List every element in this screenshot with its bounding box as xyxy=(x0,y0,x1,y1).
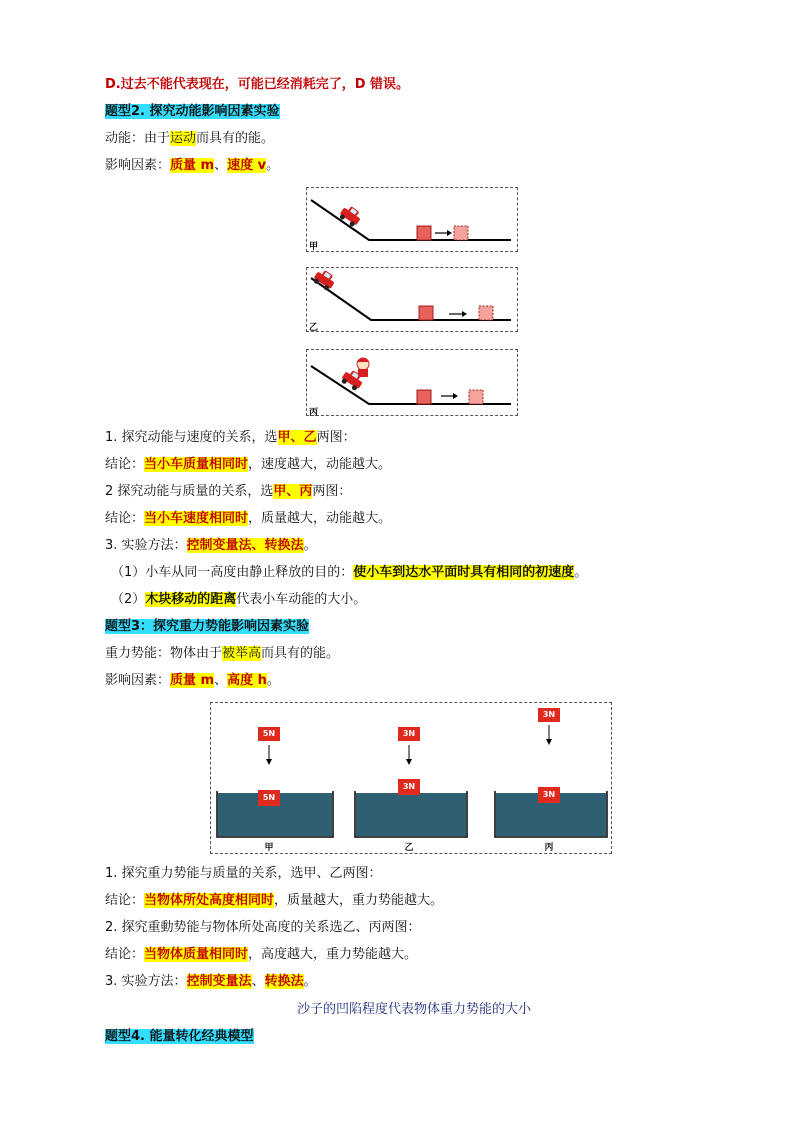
highlight-text: 被举高 xyxy=(222,646,262,661)
highlight-text: 甲、乙 xyxy=(277,430,317,445)
text: 、 xyxy=(251,974,265,989)
ramp-figure-bing xyxy=(306,349,518,416)
text: 。 xyxy=(266,158,280,173)
weight-label: 3N xyxy=(542,790,556,799)
sand-note: 沙子的凹陷程度代表物体重力势能的大小 xyxy=(297,1002,532,1017)
highlight-text: 运动 xyxy=(170,131,197,146)
kinetic-factors xyxy=(105,157,279,175)
section-prefix: 题型 xyxy=(105,619,132,634)
point-1 xyxy=(111,564,587,582)
text: 1. 探究动能与速度的关系，选 xyxy=(105,430,278,445)
ramp-diagram xyxy=(307,350,519,417)
section-title-3 xyxy=(105,618,309,636)
section-prefix: 题型 xyxy=(105,1029,132,1044)
highlight-text: 使小车到达水平面时具有相同的初速度 xyxy=(353,565,575,580)
text: 3. 实验方法： xyxy=(105,974,187,989)
section-title-text: 3：探究重力势能影响因素实验 xyxy=(131,619,310,634)
section-title-4 xyxy=(105,1028,254,1046)
section-title-text: 2. 探究动能影响因素实验 xyxy=(131,104,280,119)
text: 。 xyxy=(266,673,280,688)
ramp-diagram xyxy=(307,268,519,333)
text: （1）小车从同一高度由静止释放的目的： xyxy=(111,565,354,580)
section-title-text: 4. 能量转化经典模型 xyxy=(131,1029,254,1044)
text: 代表小车动能的大小。 xyxy=(236,592,367,607)
sand-tank-figure xyxy=(210,702,612,854)
text: 结论： xyxy=(105,893,145,908)
point-2 xyxy=(111,591,366,609)
highlight-text: 质量 m xyxy=(170,673,215,688)
method-1 xyxy=(105,537,317,555)
car-icon xyxy=(338,203,364,228)
text: 结论： xyxy=(105,511,145,526)
figure-label: 丙 xyxy=(544,843,554,853)
ramp-figure-yi xyxy=(306,267,518,332)
weight-label: 3N xyxy=(542,710,556,719)
text: 。 xyxy=(574,565,588,580)
figure-label: 甲 xyxy=(309,242,319,252)
question-3: 1. 探究重力势能与质量的关系，选甲、乙两图： xyxy=(105,866,382,881)
question-4: 2. 探究重動势能与物体所处高度的关系选乙、丙两图： xyxy=(105,920,421,935)
highlight-text: 当小车速度相同时 xyxy=(144,511,249,526)
text: 结论： xyxy=(105,947,145,962)
question-1 xyxy=(105,429,356,447)
section-prefix: 题型 xyxy=(105,104,132,119)
ramp-figure-jia xyxy=(306,187,518,252)
weight-label: 3N xyxy=(402,782,416,791)
highlight-text: 当小车质量相同时 xyxy=(144,457,249,472)
text: 、 xyxy=(214,158,228,173)
figure-label: 甲 xyxy=(264,843,274,853)
text: 重力势能：物体由于 xyxy=(105,646,223,661)
text: 、 xyxy=(214,673,228,688)
highlight-text: 控制变量法、转换法 xyxy=(186,538,304,553)
passenger-icon xyxy=(357,358,369,377)
weight-label: 5N xyxy=(262,729,276,738)
highlight-text: 高度 h xyxy=(227,673,267,688)
highlight-text: 转换法 xyxy=(264,974,304,989)
kinetic-energy-definition xyxy=(105,130,274,148)
option-d-text: D.过去不能代表现在，可能已经消耗完了，D 错误。 xyxy=(105,77,410,92)
method-2 xyxy=(105,973,317,991)
text: 2 探究动能与质量的关系，选 xyxy=(105,484,274,499)
figure-label: 乙 xyxy=(309,323,319,333)
text: 3. 实验方法： xyxy=(105,538,187,553)
highlight-text: 质量 m xyxy=(170,158,215,173)
sand-tank-diagram xyxy=(211,703,613,855)
question-2 xyxy=(105,483,351,501)
text: ，速度越大，动能越大。 xyxy=(248,457,392,472)
section-title-2 xyxy=(105,103,280,121)
text: 两图： xyxy=(312,484,352,499)
highlight-text: 控制变量法 xyxy=(186,974,252,989)
potential-energy-definition xyxy=(105,645,339,663)
text: ，质量越大，重力势能越大。 xyxy=(274,893,444,908)
text: 两图： xyxy=(316,430,356,445)
text: 。 xyxy=(303,538,317,553)
figure-label: 乙 xyxy=(404,843,414,853)
text: 而具有的能。 xyxy=(261,646,340,661)
highlight-text: 甲、丙 xyxy=(273,484,313,499)
highlight-text: 当物体质量相同时 xyxy=(144,947,249,962)
text: ，质量越大，动能越大。 xyxy=(248,511,392,526)
text: 。 xyxy=(303,974,317,989)
text: 动能：由于 xyxy=(105,131,171,146)
text: 而具有的能。 xyxy=(196,131,275,146)
highlight-text: 木块移动的距离 xyxy=(145,592,237,607)
ramp-diagram xyxy=(307,188,519,253)
text: （2） xyxy=(111,592,146,607)
conclusion-4 xyxy=(105,946,417,964)
highlight-text: 速度 v xyxy=(227,158,267,173)
conclusion-1 xyxy=(105,456,391,474)
figure-label: 丙 xyxy=(309,408,319,418)
weight-label: 3N xyxy=(402,729,416,738)
text: 结论： xyxy=(105,457,145,472)
text: ，高度越大，重力势能越大。 xyxy=(248,947,418,962)
conclusion-2 xyxy=(105,510,391,528)
text: 影响因素： xyxy=(105,158,171,173)
weight-label: 5N xyxy=(262,793,276,802)
highlight-text: 当物体所处高度相同时 xyxy=(144,893,275,908)
potential-factors xyxy=(105,672,280,690)
car-icon xyxy=(312,267,338,292)
text: 影响因素： xyxy=(105,673,171,688)
conclusion-3 xyxy=(105,892,443,910)
